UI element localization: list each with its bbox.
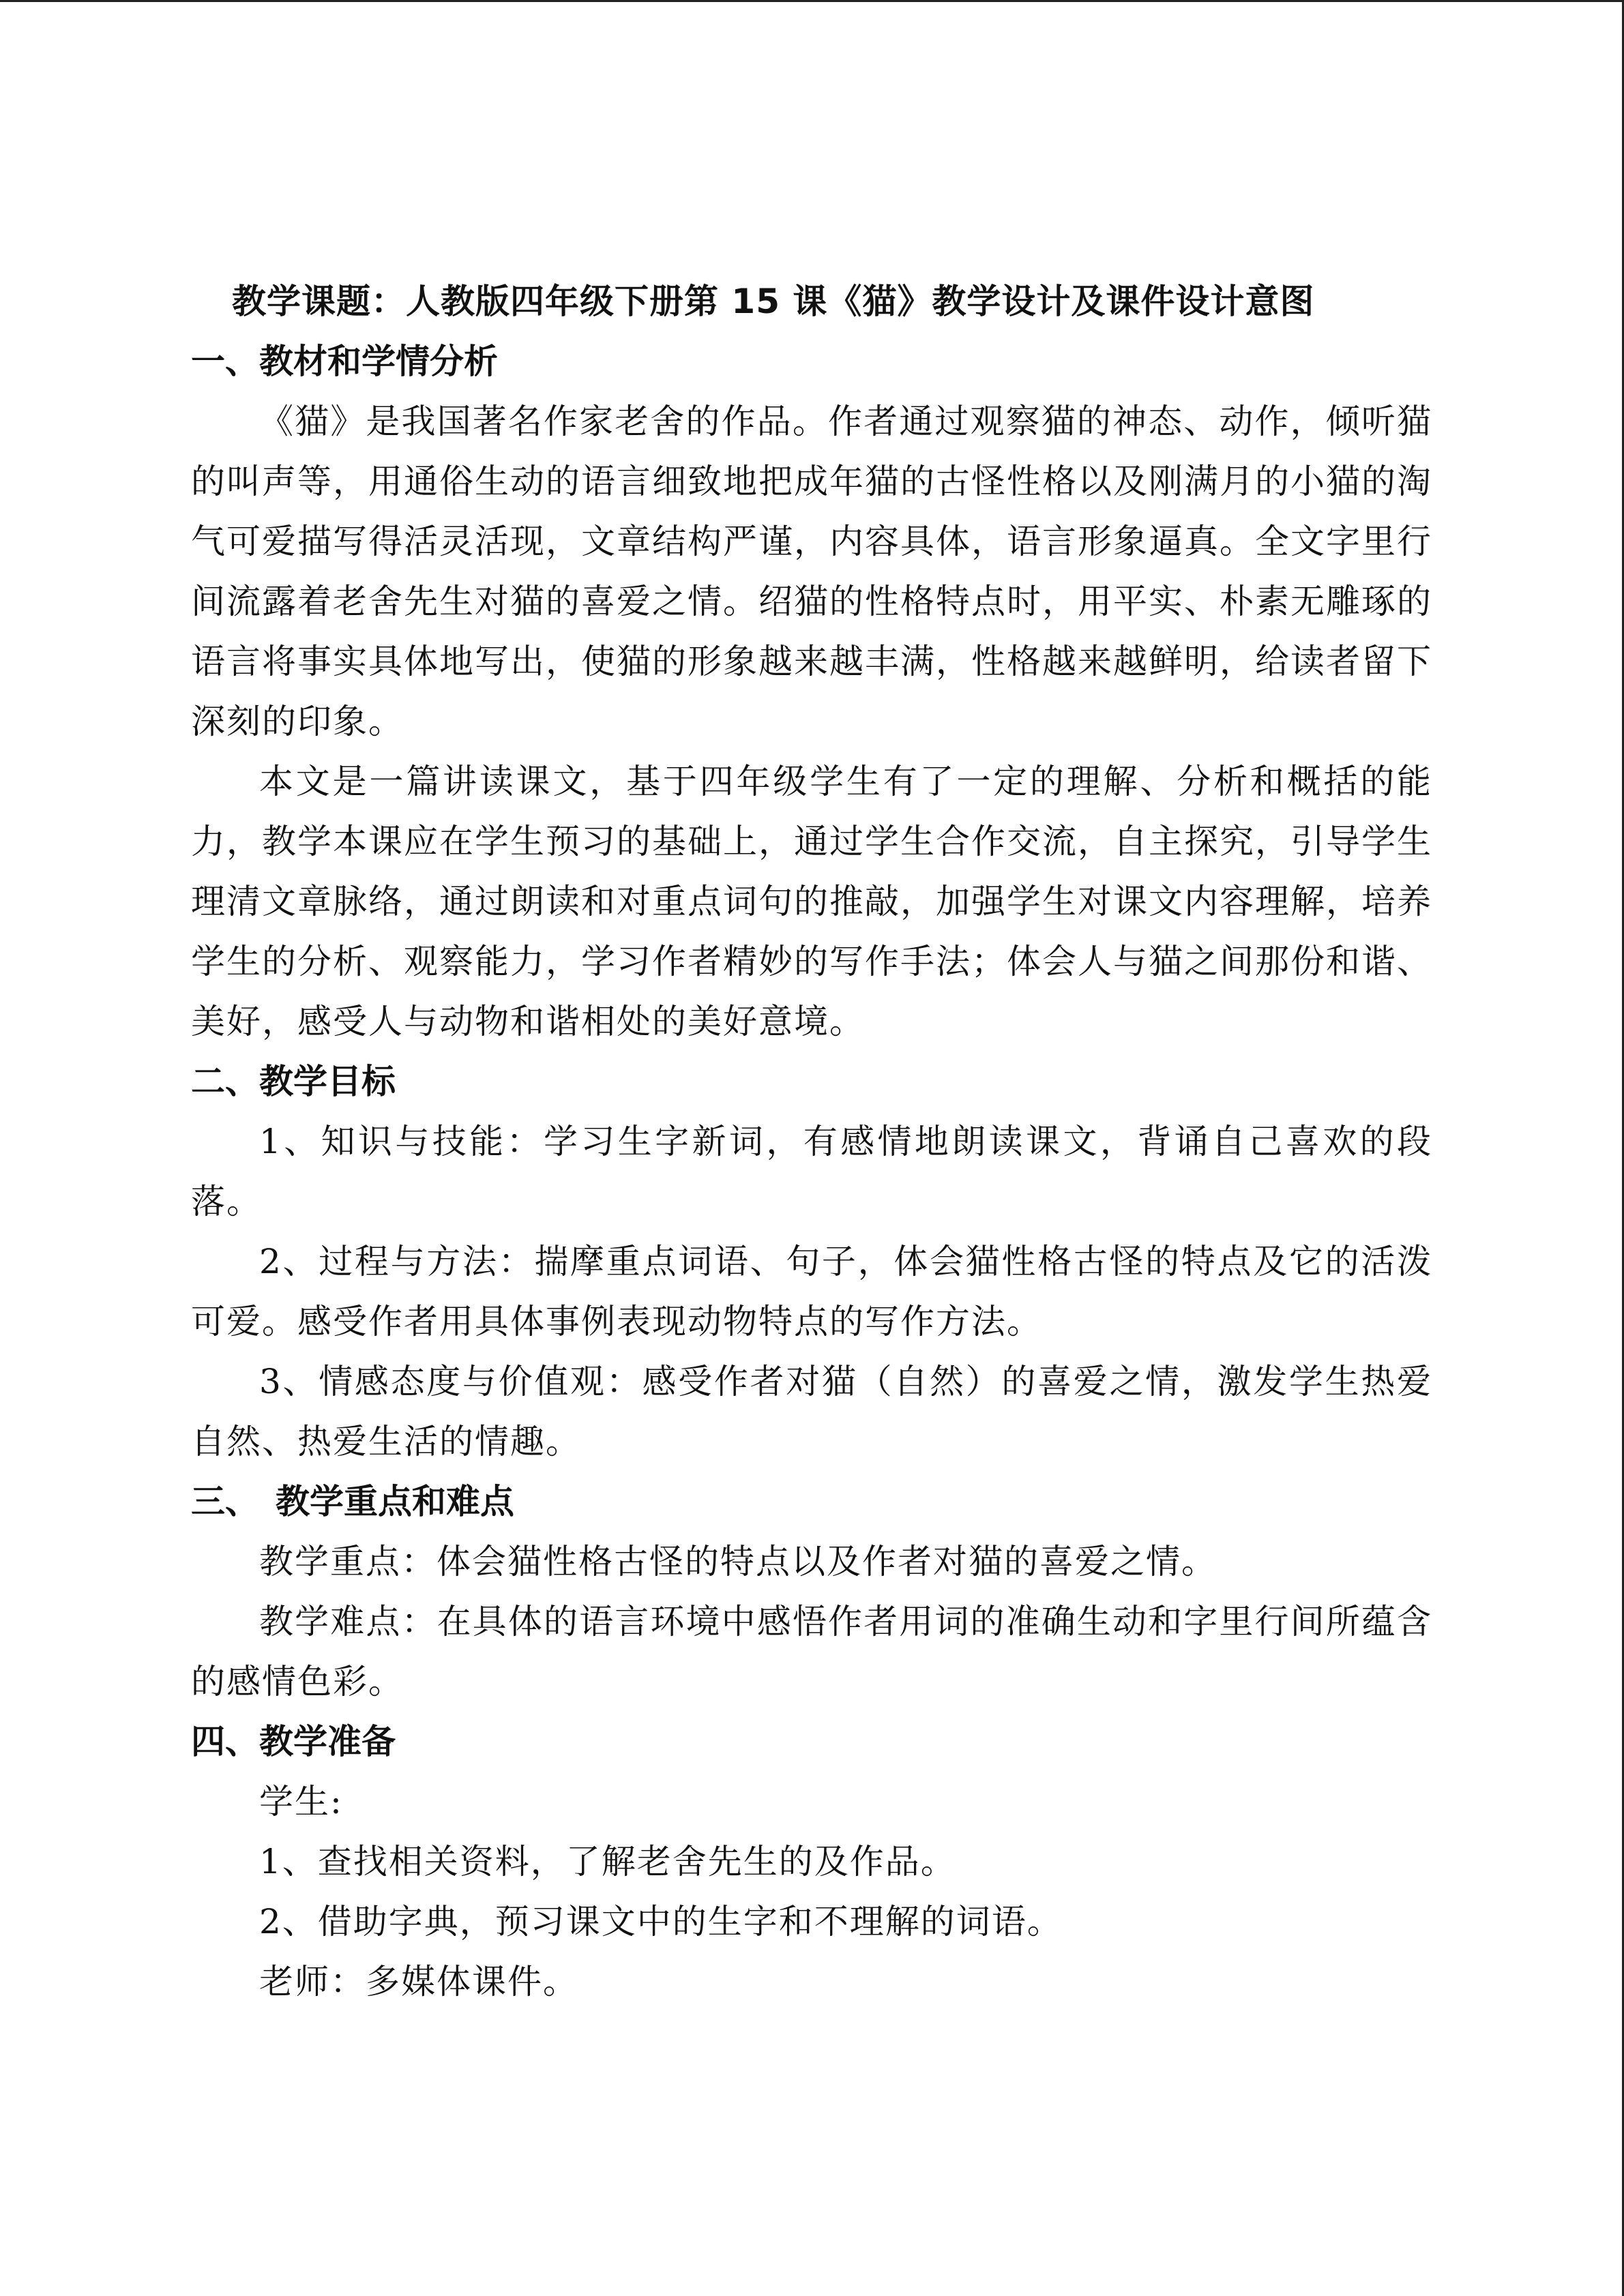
document-body bbox=[191, 271, 1432, 2012]
objective-process: 2、过程与方法：揣摩重点词语、句子，体会猫性格古怪的特点及它的活泼可爱。感受作者用具体事例表现动物特点的写作方法。 bbox=[191, 1242, 1432, 1341]
objective-knowledge: 1、知识与技能：学习生字新词，有感情地朗读课文，背诵自己喜欢的段落。 bbox=[191, 1122, 1432, 1221]
objective-emotion: 3、情感态度与价值观：感受作者对猫（自然）的喜爱之情，激发学生热爱自然、热爱生活的情趣。 bbox=[191, 1362, 1432, 1461]
section-heading-materials: 一、教材和学情分析 bbox=[191, 342, 498, 381]
preparation-item-dictionary: 2、借助字典，预习课文中的生字和不理解的词语。 bbox=[259, 1902, 1063, 1941]
section-heading-objectives: 二、教学目标 bbox=[191, 1062, 396, 1101]
preparation-item-research: 1、查找相关资料，了解老舍先生的及作品。 bbox=[259, 1842, 956, 1881]
section-heading-number: 三、 bbox=[191, 1482, 259, 1521]
difficult-point: 教学难点：在具体的语言环境中感悟作者用词的准确生动和字里行间所蕴含的感情色彩。 bbox=[191, 1602, 1432, 1701]
preparation-teacher: 老师：多媒体课件。 bbox=[259, 1962, 578, 2001]
paragraph-student-analysis: 本文是一篇讲读课文，基于四年级学生有了一定的理解、分析和概括的能力，教学本课应在学生预习的基础上，通过学生合作交流，自主探究，引导学生理清文章脉络，通过朗读和对重点词句的推敲，加强学生对课文内容理解，培养学生的分析、观察能力，学习作者精妙的写作手法；体会人与猫之间那份和谐、美好，感受人与动物和谐相处的美好意境。 bbox=[191, 762, 1432, 1041]
section-heading-key-points bbox=[191, 1472, 1432, 1532]
section-heading-preparation: 四、教学准备 bbox=[191, 1722, 396, 1761]
preparation-students-label: 学生: bbox=[259, 1782, 343, 1821]
document-title: 教学课题：人教版四年级下册第 15 课《猫》教学设计及课件设计意图 bbox=[232, 282, 1315, 321]
section-heading-label: 教学重点和难点 bbox=[276, 1482, 514, 1521]
paragraph-text-analysis: 《猫》是我国著名作家老舍的作品。作者通过观察猫的神态、动作，倾听猫的叫声等，用通俗生动的语言细致地把成年猫的古怪性格以及刚满月的小猫的淘气可爱描写得活灵活现，文章结构严谨，内容具体，语言形象逼真。全文字里行间流露着老舍先生对猫的喜爱之情。绍猫的性格特点时，用平实、朴素无雕琢的语言将事实具体地写出，使猫的形象越来越丰满，性格越来越鲜明，给读者留下深刻的印象。 bbox=[191, 402, 1432, 741]
key-point: 教学重点：体会猫性格古怪的特点以及作者对猫的喜爱之情。 bbox=[259, 1542, 1217, 1581]
